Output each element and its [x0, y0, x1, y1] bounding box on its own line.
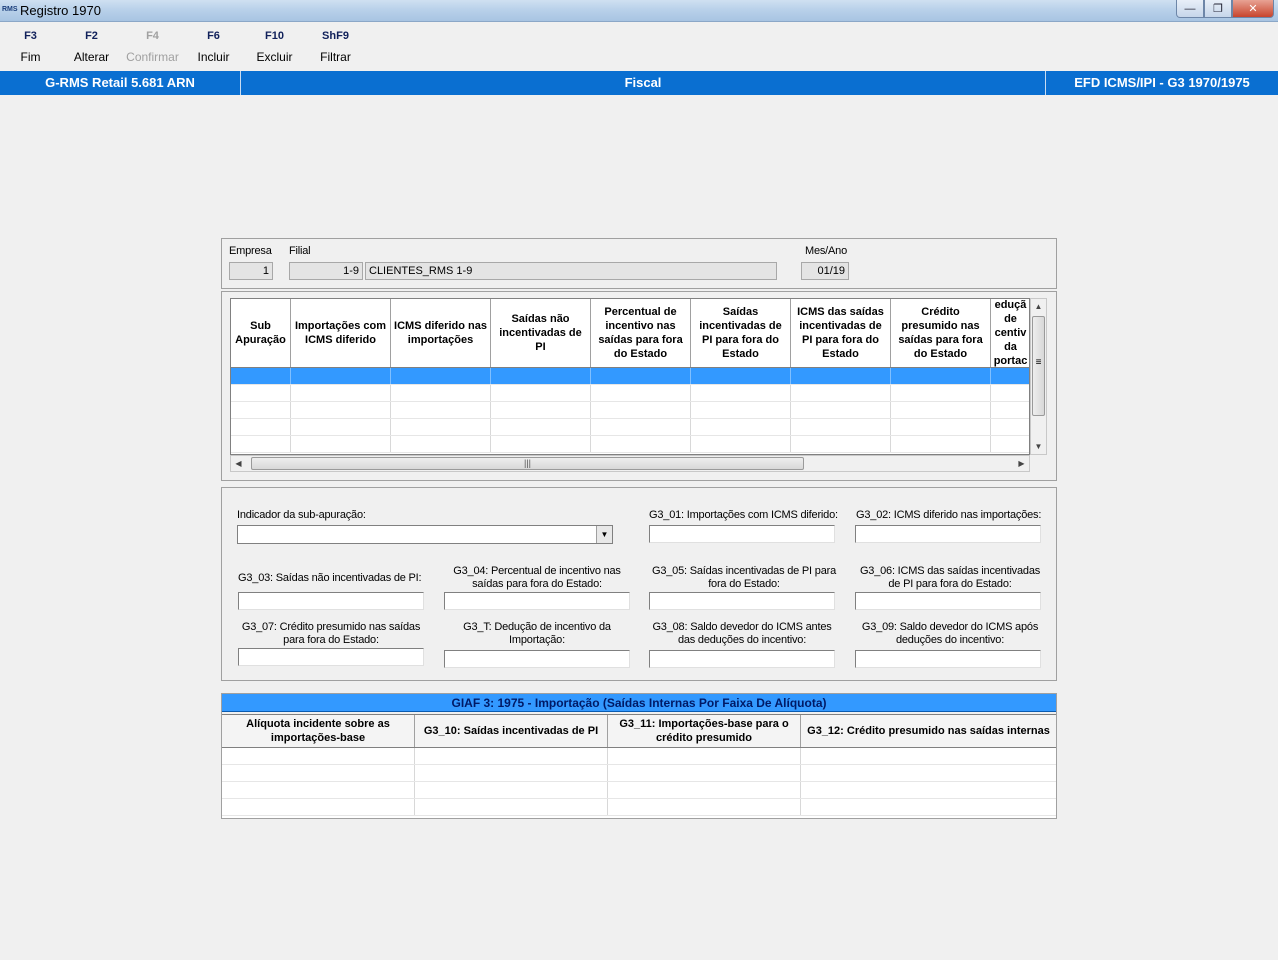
- table-row[interactable]: [222, 782, 1056, 799]
- col-deducao-incentivo[interactable]: eduçã de centiv da portac: [991, 299, 1030, 367]
- g3-04-label: G3_04: Percentual de incentivo nas saídas para fora do Estado:: [453, 565, 621, 590]
- g3-04-input[interactable]: [444, 592, 630, 610]
- empresa-label: Empresa: [229, 245, 272, 257]
- table-row[interactable]: [222, 799, 1056, 816]
- module-name: Fiscal: [240, 71, 1045, 95]
- fkey-filtrar[interactable]: [305, 30, 366, 64]
- fkey-label: Incluir: [197, 50, 230, 64]
- grid-horizontal-scrollbar[interactable]: [230, 455, 1030, 472]
- fkey-code: F6: [207, 30, 220, 42]
- fkey-label: Excluir: [256, 50, 293, 64]
- grid-header: [231, 299, 1030, 368]
- filial-code-field[interactable]: 1-9: [289, 262, 363, 280]
- col-credito-presumido[interactable]: Crédito presumido nas saídas para fora do Estado: [891, 299, 991, 367]
- fkey-code: F3: [24, 30, 37, 42]
- fkey-excluir[interactable]: [244, 30, 305, 64]
- col-g3-10[interactable]: G3_10: Saídas incentivadas de PI: [415, 715, 608, 747]
- g3-02-input[interactable]: [855, 525, 1041, 543]
- screen-name: EFD ICMS/IPI - G3 1970/1975: [1045, 71, 1278, 95]
- rms-app-icon: RMS: [2, 6, 18, 13]
- filial-label: Filial: [289, 245, 311, 257]
- g3-05-input[interactable]: [649, 592, 835, 610]
- giaf-panel: [221, 693, 1057, 819]
- window-title: Registro 1970: [20, 3, 101, 18]
- g3-03-label: G3_03: Saídas não incentivadas de PI:: [238, 572, 422, 584]
- window-titlebar: [0, 0, 1278, 22]
- app-header-bar: [0, 71, 1278, 95]
- indicador-label: Indicador da sub-apuração:: [237, 509, 366, 521]
- fkey-code: ShF9: [322, 30, 349, 42]
- chevron-down-icon[interactable]: ▼: [596, 526, 612, 543]
- col-icms-diferido-importacoes[interactable]: ICMS diferido nas importações: [391, 299, 491, 367]
- mesano-label: Mes/Ano: [805, 245, 848, 257]
- filial-name-field: CLIENTES_RMS 1-9: [365, 262, 777, 280]
- giaf-grid[interactable]: [222, 714, 1056, 818]
- function-key-toolbar: [0, 30, 366, 64]
- g3-06-label: G3_06: ICMS das saídas incentivadas de PI para fora do Estado:: [859, 565, 1041, 590]
- fkey-confirmar: [122, 30, 183, 64]
- g3-09-label: G3_09: Saldo devedor do ICMS após deduções do incentivo:: [861, 621, 1039, 646]
- grid-vertical-scrollbar[interactable]: [1030, 298, 1047, 455]
- g3-t-label: G3_T: Dedução de incentivo da Importação:: [463, 621, 611, 646]
- company-filter-panel: [221, 238, 1057, 289]
- mesano-field[interactable]: 01/19: [801, 262, 849, 280]
- col-sub-apuracao[interactable]: Sub Apuração: [231, 299, 291, 367]
- sub-apuracao-grid-panel: [221, 291, 1057, 481]
- col-g3-12[interactable]: G3_12: Crédito presumido nas saídas internas: [807, 725, 1050, 737]
- sub-apuracao-grid[interactable]: [230, 298, 1030, 455]
- fkey-code: F4: [146, 30, 159, 42]
- g3-08-input[interactable]: [649, 650, 835, 668]
- table-row[interactable]: [231, 385, 1030, 402]
- table-row[interactable]: [231, 402, 1030, 419]
- table-row[interactable]: [231, 436, 1030, 453]
- fkey-incluir[interactable]: [183, 30, 244, 64]
- vertical-scroll-thumb[interactable]: [1032, 316, 1045, 416]
- g3-02-label: G3_02: ICMS diferido nas importações:: [856, 509, 1042, 521]
- g3-t-input[interactable]: [444, 650, 630, 668]
- g3-03-input[interactable]: [238, 592, 424, 610]
- g3-01-input[interactable]: [649, 525, 835, 543]
- indicador-select[interactable]: [237, 525, 613, 544]
- detail-form-panel: [221, 487, 1057, 681]
- col-aliquota[interactable]: Alíquota incidente sobre as importações-base: [222, 715, 415, 747]
- fkey-label: Filtrar: [320, 50, 351, 64]
- fkey-label: Alterar: [73, 50, 110, 64]
- fkey-code: F10: [265, 30, 284, 42]
- table-row[interactable]: [222, 748, 1056, 765]
- minimize-button[interactable]: —: [1176, 0, 1204, 18]
- product-version: G-RMS Retail 5.681 ARN: [45, 75, 195, 90]
- fkey-alterar[interactable]: [61, 30, 122, 64]
- g3-07-input[interactable]: [238, 648, 424, 666]
- table-row[interactable]: [222, 765, 1056, 782]
- col-saidas-nao-incentivadas[interactable]: Saídas não incentivadas de PI: [491, 299, 591, 367]
- fkey-label: Confirmar: [126, 50, 179, 64]
- col-saidas-incentivadas[interactable]: Saídas incentivadas de PI para fora do Estado: [691, 299, 791, 367]
- table-row[interactable]: [231, 419, 1030, 436]
- col-icms-saidas-incentivadas[interactable]: ICMS das saídas incentivadas de PI para fora do Estado: [791, 299, 891, 367]
- col-g3-11[interactable]: G3_11: Importações-base para o crédito presumido: [608, 715, 801, 747]
- g3-05-label: G3_05: Saídas incentivadas de PI para fora do Estado:: [651, 565, 836, 590]
- table-row-selected[interactable]: [231, 368, 1030, 385]
- giaf-title: GIAF 3: 1975 - Importação (Saídas Internas Por Faixa De Alíquota): [222, 694, 1056, 712]
- g3-06-input[interactable]: [855, 592, 1041, 610]
- close-button[interactable]: ✕: [1232, 0, 1274, 18]
- g3-08-label: G3_08: Saldo devedor do ICMS antes das deduções do incentivo:: [652, 621, 832, 646]
- empresa-field[interactable]: 1: [229, 262, 273, 280]
- giaf-grid-header: [222, 714, 1056, 748]
- g3-01-label: G3_01: Importações com ICMS diferido:: [649, 509, 838, 521]
- g3-07-label: G3_07: Crédito presumido nas saídas para fora do Estado:: [241, 621, 421, 646]
- scroll-right-arrow-icon[interactable]: ▶: [1018, 459, 1025, 468]
- fkey-label: Fim: [20, 50, 41, 64]
- col-percentual-incentivo[interactable]: Percentual de incentivo nas saídas para fora do Estado: [591, 299, 691, 367]
- horizontal-scroll-thumb[interactable]: |||: [251, 457, 804, 470]
- fkey-fim[interactable]: [0, 30, 61, 64]
- col-importacoes-icms-diferido[interactable]: Importações com ICMS diferido: [291, 299, 391, 367]
- grip-icon: ≡: [1035, 357, 1042, 368]
- fkey-code: F2: [85, 30, 98, 42]
- maximize-button[interactable]: ❐: [1204, 0, 1232, 18]
- scroll-left-arrow-icon[interactable]: ◀: [235, 459, 242, 468]
- scroll-down-arrow-icon[interactable]: ▼: [1034, 442, 1043, 451]
- scroll-up-arrow-icon[interactable]: ▲: [1034, 302, 1043, 311]
- g3-09-input[interactable]: [855, 650, 1041, 668]
